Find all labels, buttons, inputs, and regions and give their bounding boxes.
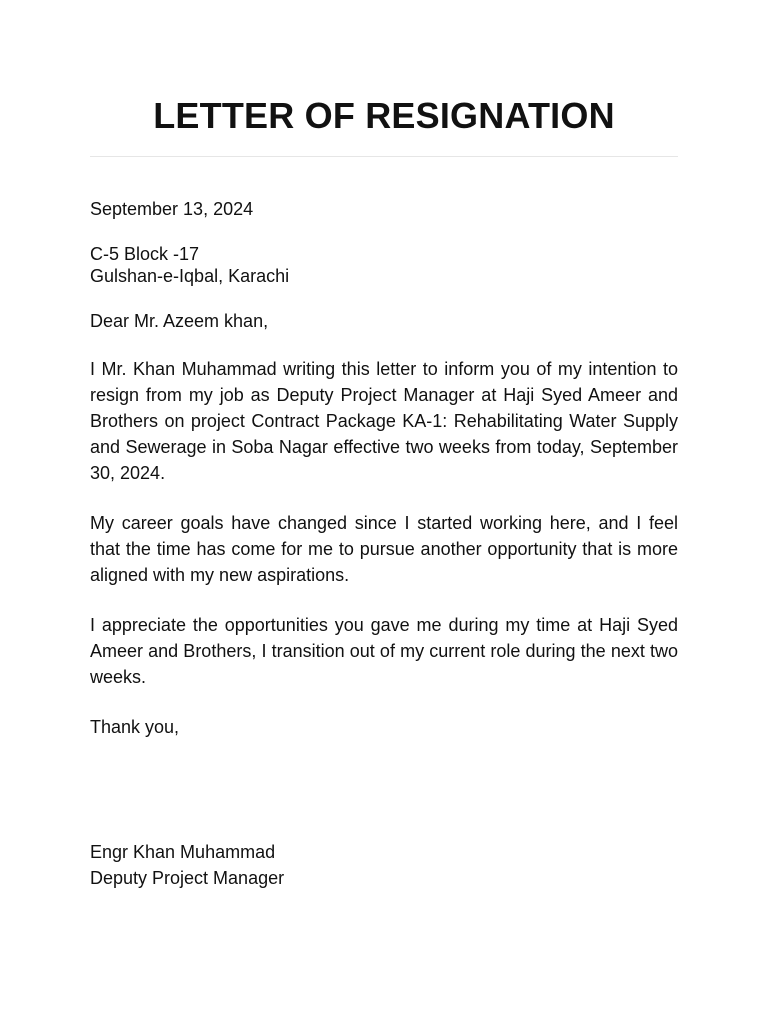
letter-title: LETTER OF RESIGNATION bbox=[153, 95, 615, 136]
body-paragraph-1: I Mr. Khan Muhammad writing this letter to inform you of my intention to resign from my job as Deputy Project Manager at Haji Syed Ameer and Brothers on project Contract Package KA-1: Rehabilitating Water Supply and Sewerage in Soba Nagar effective two weeks from today, September 30, 2024. bbox=[90, 359, 678, 483]
address-line-2: Gulshan-e-Iqbal, Karachi bbox=[90, 266, 290, 286]
signature-title: Deputy Project Manager bbox=[90, 868, 285, 888]
address-line-1: C-5 Block -17 bbox=[90, 244, 200, 264]
salutation: Dear Mr. Azeem khan, bbox=[90, 311, 269, 331]
title-divider bbox=[90, 156, 678, 157]
closing: Thank you, bbox=[90, 717, 180, 737]
body-paragraph-2: My career goals have changed since I started working here, and I feel that the time has come for me to pursue another opportunity that is more aligned with my new aspirations. bbox=[90, 513, 678, 585]
body-paragraph-3: I appreciate the opportunities you gave me during my time at Haji Syed Ameer and Brothers, I transition out of my current role during the next two weeks. bbox=[90, 615, 678, 687]
letter-date: September 13, 2024 bbox=[90, 199, 254, 219]
signature-name: Engr Khan Muhammad bbox=[90, 842, 276, 862]
